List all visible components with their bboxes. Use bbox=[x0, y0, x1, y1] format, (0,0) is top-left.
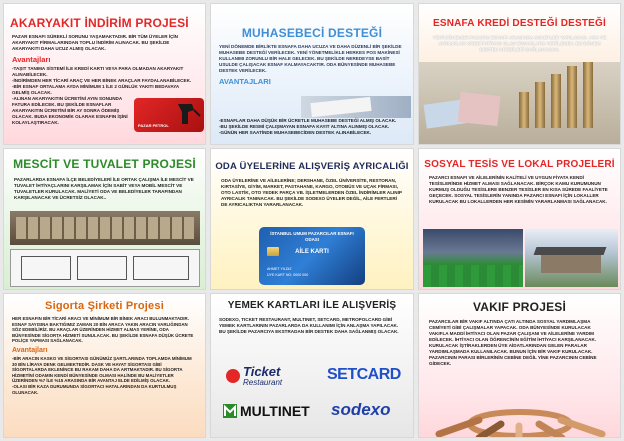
card-number: ÜYE KART NO: 0000 000 bbox=[267, 273, 309, 277]
panel-fuel-discount bbox=[3, 3, 206, 145]
lodge-photo bbox=[525, 229, 618, 287]
ticket-restaurant-logo bbox=[225, 364, 315, 390]
fuel-card-image bbox=[134, 98, 204, 132]
panel-member-privilege bbox=[210, 148, 414, 290]
panel-title: ESNAFA KREDİ DESTEĞİ DESTEĞİ bbox=[432, 18, 607, 29]
card-holder-name: AHMET YILDIZ bbox=[267, 267, 292, 271]
card-mid-text: AİLE KARTI bbox=[295, 249, 329, 255]
logo-text: Ticket bbox=[243, 364, 281, 379]
card-label: PAZAR PETROL bbox=[138, 123, 169, 128]
panel-accountant-support bbox=[210, 3, 414, 145]
advantages-heading: Avantajları bbox=[12, 55, 51, 64]
panel-title: AKARYAKIT İNDİRİM PROJESİ bbox=[10, 16, 189, 30]
logo-subtext: Restaurant bbox=[243, 378, 283, 387]
mobile-mosque-image bbox=[10, 211, 200, 245]
panel-meal-cards bbox=[210, 293, 414, 438]
panel-social-facility bbox=[418, 148, 621, 290]
panel-insurance bbox=[3, 293, 206, 438]
multinet-logo bbox=[223, 402, 319, 422]
ticket-swoosh-icon bbox=[225, 368, 241, 384]
list-item: -TAŞIT TANIMA SİSTEMİ İLE KREDİ KARTI VEYA PARA OLMADAN AKARYAKIT ALINABİLECEK. bbox=[12, 66, 184, 77]
joined-hands-photo bbox=[419, 394, 621, 438]
panel-text: SODEXO, TICKET RESTAURANT, MULTINET, SETCARD, METROPOLCARD GİBİ YEMEK KARTLARININ PAZARLARDA DA KULLANIMI İÇİN ANLAŞMA YAPILACAK. BU ŞEKİLDE PAZARCIYA EKSTRADAN BİR DESTEK DAHA SAĞLANMIŞ OLACAK. bbox=[219, 317, 399, 334]
coins-money-photo bbox=[419, 62, 621, 145]
panel-mosque-toilet bbox=[3, 148, 206, 290]
fuel-nozzle-icon bbox=[172, 100, 202, 130]
panel-text: PAZARCI ESNAFI VE AİLELERİNİN KALİTELİ VE UYGUN FİYATA KENDİ TESİSLERİNDE HİZMET ALMASI SAĞLANACAK. BİRÇOK KAMU KURUMUNUN KURMUŞ OLDUĞU TESİSLERE BENZER TESİSLER EN KISA SÜREDE FAALİYETE GEÇECEK. SOSYAL TESİSLERİN YANINDA PAZARCI ESNAFI İÇİN LOKALLER KURULACAK BU LOKALLERDEN HER KESİMİN YARARLANMASI SAĞLANACAK. bbox=[429, 175, 608, 204]
list-item: -BİR ESNAF ORTALAMA AYDA MİNİMUM 1 İLE 2 GÜNLÜK YAKITI BEDAVAYA GELMİŞ OLACAK. bbox=[12, 84, 180, 95]
panel-foundation bbox=[418, 293, 621, 438]
hands-circle-icon bbox=[419, 394, 621, 438]
list-item: -GÜNÜN HER SAATİNDE MUHASEBECİDEN DESTEK ALINABİLECEK. bbox=[219, 130, 372, 135]
panel-text: PAZARLARDA ESNAFA İLÇE BELEDİYELERİ İLE ORTAK ÇALIŞMA İLE MESCİT VE TUVALET İHTİYAÇLARINI KARŞILAMAK İÇİN SABİT VEYA MOBİL MESCİT VE TUVALETLER KURULACAK. MALİYETİ ODA VE BELEDİYELER TARAFINDAN KARŞILANACAK VE ÜCRETSİZ OLACAK.. bbox=[14, 177, 194, 200]
panel-text: YENİ DÖNEMDE BİRLİKTE ESNAFA DAHA UCUZA VE DAHA DÜZENLİ BİR ŞEKİLDE MUHASEBE DESTEĞİ VERİLECEK. YENİ YÖNETMELİKLE HERKES POS MAKİNESİ KULLANIMI ZORUNLU BİR HALE GELECEK. BU ŞEKİLDE NEREDEYSE BASİT USULDE ÇALIŞACAK ESNAF KALMAYACAKTIR. ODA BÜNYESİNDE MUHASEBE DESTEK VERİLECEK. bbox=[219, 44, 402, 73]
logo-text: MULTINET bbox=[240, 403, 310, 419]
list-item: -BİR ARACIN KASKO VE SİGORTASI GÜNÜMÜZ ŞARTLARINDA TOPLAMDA MİNİMUM 30 BİN LİRAYA DENK GELMEKTEDİR. DASK VE HAYAT SİGORTASI GİBİ SİGORTALARDA EKLENİNCE BU RAKAM DAHA DA ARTMAKTADIR. BU SİGORTA HİZMETİNİ ODAMIN KENDİ BÜNYESİNDE OLMASI HALİNDE BU MALİYETLER ÜZERİNDEN %7 İLE %15 ARASINDA BİR AVANTAJ ELDE EDİLMİŞ OLACAK. bbox=[12, 355, 192, 384]
panel-text: YENİ DÖNEMDE PAZARCI ESNAFI ARASINDA ANKETLER YAPILACAK. ARA VE AYRILIKLAR KREDİ İHTİYACI OLAN ESNAFLARA VERİLECEK. BU DÖNEM DESTEK KREDİLERİ SAĞLANACAK. bbox=[432, 35, 607, 52]
panel-credit-support bbox=[418, 3, 621, 145]
panel-title: ODA ÜYELERİNE ALIŞVERİŞ AYRICALIĞI bbox=[215, 161, 409, 172]
advantages-list bbox=[211, 118, 404, 136]
panel-text: PAZARCILAR BİR VAKIF ALTINDA ÇATI ALTINDA SOSYAL YARDIMLAŞMA CEMİYETİ GİBİ ÇALIŞMALAR YAPACAK. ODA BÜNYESİNDE KURULACAK VAKIFLA MADDİ İHTİYACI OLAN PAZAR ÇALIŞANI VE AİLELERİNE YARDIM EDİLECEK. İHTİYACI OLAN ÖĞRENCİNİN EĞİTİM İHTİYACI KARŞILANACAK. KURULACAK İŞTİRAKLERDEN ÜYE AİDATLARINDAN GELEN PARALAR YARDIMLAŞMADA KULLANILACAK. BUNUN İÇİN BİR VAKIF KURULACAK. PAZARCININ PARASI BİRLERİNİN CEBİNE DEĞİL YİNE PAZARCININ CEBİNE GİDECEK. bbox=[429, 319, 597, 366]
accountant-photo bbox=[301, 96, 411, 118]
panel-title: MUHASEBECİ DESTEĞİ bbox=[241, 26, 383, 40]
list-item: -ESNAFLAR DAHA DÜŞÜK BİR ÜCRETLE MUHASEBE DESTEĞİ ALMIŞ OLACAK. bbox=[219, 118, 397, 123]
panel-title: VAKIF PROJESİ bbox=[472, 300, 567, 314]
advantages-heading: Avantajları bbox=[12, 346, 48, 354]
advantages-heading: AVANTAJLARI bbox=[219, 77, 271, 86]
panel-title: Sigorta Şirketi Projesi bbox=[45, 300, 164, 312]
multinet-m-icon bbox=[223, 404, 237, 418]
list-item: -ALINAN AKARYAKITIN ÜCRETİNİ AYIN SONUNDA FATURA EDİLECEK. BU ŞEKİLDE ESNAFLAR AKARYAKITIN ÜCRETİNİ BİR AY SONRA ÖDEMİŞ OLACAK. BUDA EKONOMİK OLARAK ESNAFIN İŞİNİ KOLAYLAŞTIRACAK. bbox=[12, 96, 128, 125]
panel-title: SOSYAL TESİS VE LOKAL PROJELERİ bbox=[424, 159, 615, 170]
panel-title: YEMEK KARTLARI İLE ALIŞVERİŞ bbox=[227, 300, 397, 311]
panel-title: MESCİT VE TUVALET PROJESİ bbox=[13, 157, 196, 171]
panel-text: HER ESNAFIN BİR TİCARİ ARACI VE MİNİMUM BİR BİNEK ARACI BULUNMAKTADIR. ESNAF SAYISINA BAKTIĞIMIZ ZAMAN 20 BİN ARACA YAKIN ARACIN VARLIĞINDAN SÖZ EDEBİLİRİZ. BU ARAÇLAR ÜZERİNDEN HİZMET ALMAS YERİNE, ODA BÜNYESİNDE SİGORTA HİZMETİ SUNULACAK. BU ŞEKİLDE ESNAFA DÜŞÜK ÜCRETE POLİÇE YAPMASI SAĞLANACAK. bbox=[12, 316, 194, 344]
panel-text: ODA ÜYELERİNE VE AİLELERİNE; DERSHANE, ÖZEL ÜNİVERSİTE, RESTORAN, KIRTASİYE, GİYİM, MARKET, PASTAHANE, KARGO, OTOBÜS VE UÇAK FİRMASI, OTO LASTİK, OTO YEDEK PARÇA VB. İŞLETMELERDEN ÖZEL İNDİRİMLER ALINIP AYRICALIK TANINACAK. BU ŞEKİLDE SODEXO ÜYELER DEĞİL, AİLE FERTLERİ DE AYRICALIKTAN YARARLANACAK. bbox=[221, 178, 402, 207]
panel-text: PAZAR ESNAFI SÜREKLİ SORUNU YAŞAMAKTADIR. BİR TÜM ÜYELER İÇİN AKARYAKIT FİRMALARINDAN TOPLU İNDİRİM ALINACAK. BU ŞEKİLDE AKARYAKITI DAHA UCUZ ALMIŞ OLACAK. bbox=[12, 34, 178, 51]
list-item: -BU ŞEKİLDE RESMİ ÇALIŞMAYAN ESNAFA KAYIT ALTINA ALINMIŞ OLACAK. bbox=[219, 124, 390, 129]
stadium-photo bbox=[423, 229, 523, 287]
setcard-logo: SETCARD bbox=[327, 366, 401, 383]
card-top-text: İSTANBUL UMUM PAZARCILAR ESNAFI ODASI bbox=[270, 231, 354, 242]
family-card-image bbox=[259, 227, 365, 285]
floor-plan-image bbox=[10, 249, 200, 287]
list-item: -OLASI BİR KAZA DURUMUNDA SİGORTACI HATALARINDAN DA KURTULMUŞ OLUNACAK. bbox=[12, 383, 177, 395]
list-item: -İNDİRİMDEN HER TİCARİ ARAÇ VE HER BİNEK ARAÇLAR FAYDALANABİLECEK. bbox=[12, 78, 192, 83]
sodexo-logo: sodexo bbox=[331, 400, 391, 419]
advantages-list bbox=[4, 356, 205, 395]
